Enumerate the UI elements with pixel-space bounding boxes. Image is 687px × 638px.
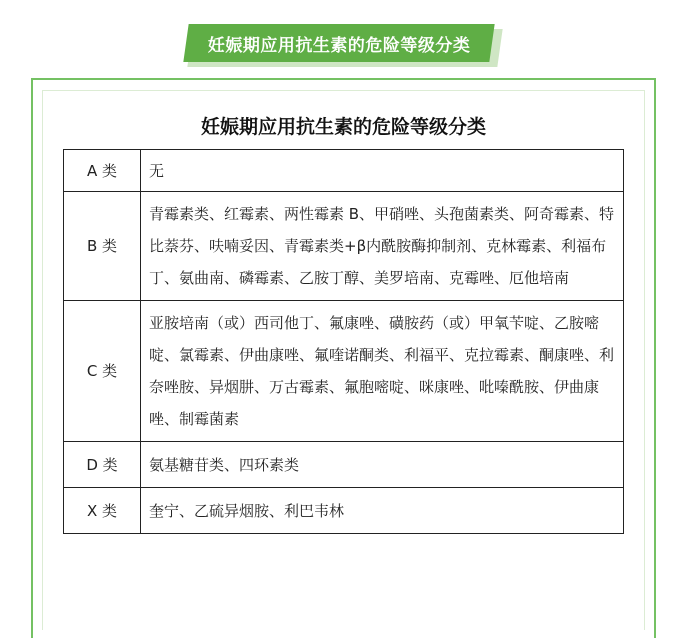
banner-ribbon [183, 24, 494, 62]
table-title: 妊娠期应用抗生素的危险等级分类 [200, 116, 486, 138]
category-cell: X 类 [64, 488, 141, 534]
category-cell: B 类 [64, 192, 141, 301]
table-row [64, 150, 624, 192]
drugs-cell: 氨基糖苷类、四环素类 [141, 442, 624, 488]
drugs-cell: 无 [141, 150, 624, 192]
banner-title: 妊娠期应用抗生素的危险等级分类 [207, 35, 471, 56]
section-banner [186, 24, 500, 68]
risk-category-table [63, 149, 624, 534]
drugs-cell: 奎宁、乙硫异烟胺、利巴韦林 [141, 488, 624, 534]
category-cell: C 类 [64, 301, 141, 442]
table-row [64, 442, 624, 488]
table-row [64, 301, 624, 442]
table-row [64, 488, 624, 534]
category-cell: D 类 [64, 442, 141, 488]
table-row [64, 192, 624, 301]
drugs-cell: 亚胺培南（或）西司他丁、氟康唑、磺胺药（或）甲氧苄啶、乙胺嘧啶、氯霉素、伊曲康唑、氟喹诺酮类、利福平、克拉霉素、酮康唑、利奈唑胺、异烟肼、万古霉素、氟胞嘧啶、咪康唑、吡嗪酰胺、伊曲康唑、制霉菌素 [141, 301, 624, 442]
drugs-cell: 青霉素类、红霉素、两性霉素 B、甲硝唑、头孢菌素类、阿奇霉素、特比萘芬、呋喃妥因、青霉素类+β内酰胺酶抑制剂、克林霉素、利福布丁、氨曲南、磷霉素、乙胺丁醇、美罗培南、克霉唑、厄他培南 [141, 192, 624, 301]
category-cell: A 类 [64, 150, 141, 192]
